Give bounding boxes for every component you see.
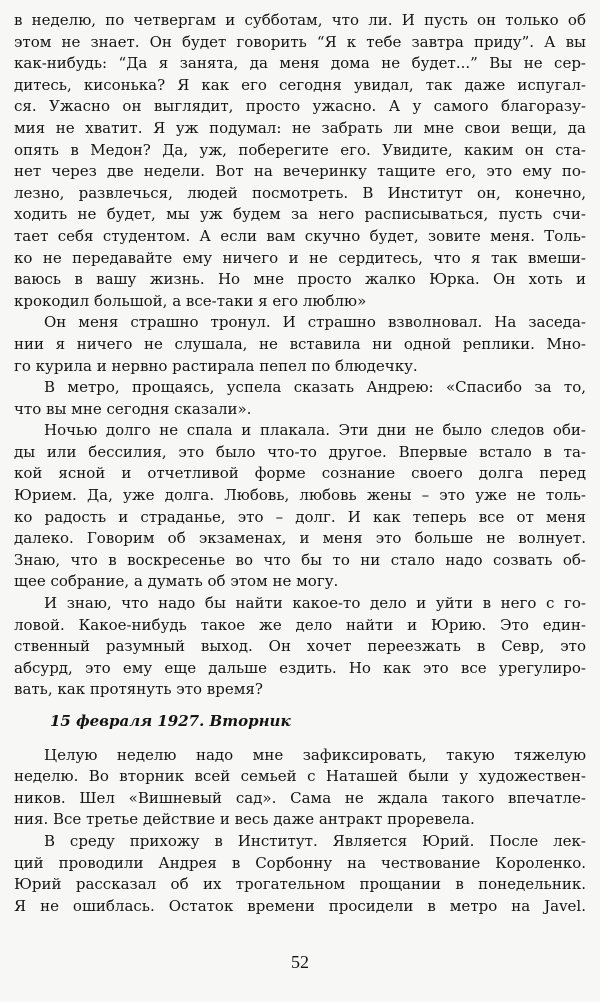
text-line: нет через две недели. Вот на вечеринку тащите его, это ему по- [14,162,586,181]
text-line: неделю. Во вторник всей семьей с Наташей были у художествен- [14,767,586,786]
page-number: 52 [291,952,309,972]
text-line: В среду прихожу в Институт. Является Юрий. После лек- [44,831,586,850]
text-line: этом не знает. Он будет говорить “Я к тебе завтра приду”. А вы [14,32,586,51]
text-line: вать, как протянуть это время? [14,680,263,699]
text-line: что вы мне сегодня сказали». [14,399,252,418]
text-line: ваюсь в вашу жизнь. Но мне просто жалко Юрка. Он хоть и [14,270,586,289]
text-line: дитесь, кисонька? Я как его сегодня увидал, так даже испугал- [14,75,586,94]
text-line: мия не хватит. Я уж подумал: не забрать ли мне свои вещи, да [14,118,586,137]
text-line: Целую неделю надо мне зафиксировать, такую тяжелую [44,745,586,764]
text-line: как-нибудь: “Да я занята, да меня дома не будет...” Вы не сер- [14,54,586,73]
text-line: Ночью долго не спала и плакала. Эти дни не было следов оби- [44,421,586,440]
text-line: тает себя студентом. А если вам скучно будет, зовите меня. Толь- [14,226,586,245]
text-line: опять в Медон? Да, уж, поберегите его. Увидите, каким он ста- [14,140,586,159]
text-line: Я не ошиблась. Остаток времени просидели в метро на Javel. [14,896,586,915]
text-line: ловой. Какое-нибудь такое же дело найти и Юрию. Это един- [14,615,586,634]
text-line: ды или бессилия, это было что-то другое. Впервые встало в та- [14,442,586,461]
diary-entry-heading: 15 февраля 1927. Вторник [50,712,291,730]
text-line: крокодил большой, а все-таки я его люблю» [14,291,367,310]
text-line: ния. Все третье действие и весь даже антракт проревела. [14,810,475,829]
text-line: ко радость и страданье, это – долг. И как теперь все от меня [14,507,586,526]
text-block-after-heading [14,745,586,918]
text-line: кой ясной и отчетливой форме сознание своего долга перед [14,464,586,483]
text-line: нии я ничего не слушала, не вставила ни одной реплики. Мно- [14,334,586,353]
text-line: в неделю, по четвергам и субботам, что ли. И пусть он только об [14,11,586,29]
text-line: ходить не будет, мы уж будем за него расписываться, пусть счи- [14,205,586,224]
text-line: ко не передавайте ему ничего и не сердитесь, что я так вмеши- [14,248,586,267]
text-line: ся. Ужасно он выглядит, просто ужасно. А у самого благоразу- [14,97,586,116]
text-line: ственный разумный выход. Он хочет переезжать в Севр, это [14,637,586,656]
text-line: абсурд, это ему еще дальше ездить. Но как это все урегулиро- [14,658,586,677]
text-line: Он меня страшно тронул. И страшно взволновал. На заседа- [44,313,586,332]
text-line: Юрием. Да, уже долга. Любовь, любовь жены – это уже не толь- [14,486,586,505]
text-block-before-heading [14,10,586,701]
text-line: далеко. Говорим об экзаменах, и меня это больше не волнует. [14,529,586,548]
text-line: го курила и нервно растирала пепел по блюдечку. [14,356,418,375]
text-line: В метро, прощаясь, успела сказать Андрею: «Спасибо за то, [44,378,586,397]
text-line: Знаю, что в воскресенье во что бы то ни стало надо созвать об- [14,550,586,569]
text-line: щее собрание, а думать об этом не могу. [14,572,339,591]
text-line: ников. Шел «Вишневый сад». Сама не ждала такого впечатле- [14,788,586,807]
text-line: И знаю, что надо бы найти какое-то дело и уйти в него с го- [44,594,586,613]
text-line: Юрий рассказал об их трогательном прощании в понедельник. [14,875,586,894]
text-line: лезно, развлечься, людей посмотреть. В Институт он, конечно, [14,183,586,202]
text-line: ций проводили Андрея в Сорбонну на чествование Короленко. [14,853,586,872]
